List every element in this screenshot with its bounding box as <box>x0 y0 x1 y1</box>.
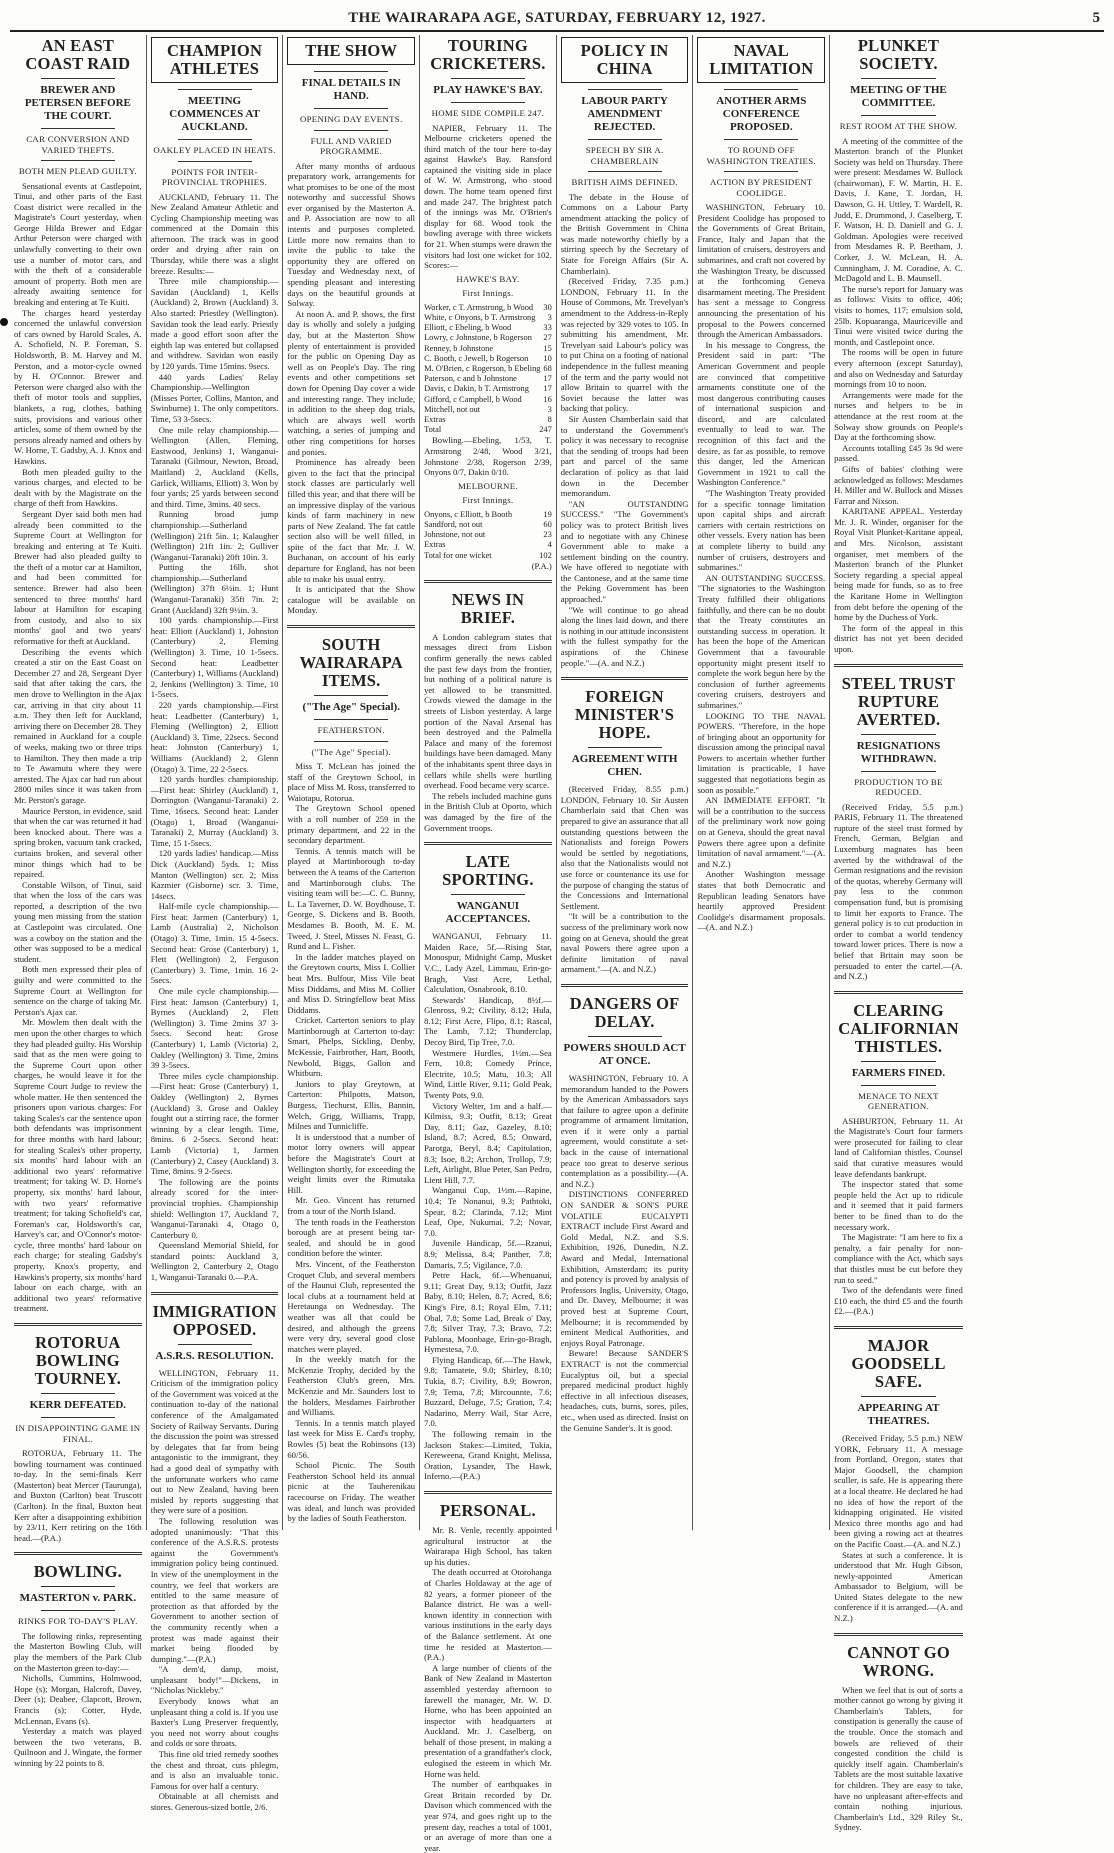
scorecard-row <box>424 344 552 354</box>
article-headline: NEWS IN BRIEF. <box>451 589 525 627</box>
scorecard-row <box>424 551 552 561</box>
column-2 <box>147 35 284 1812</box>
article-headline: MAJOR GOODSELL SAFE. <box>851 1335 946 1391</box>
batsman: Johnstone, not out <box>424 530 486 540</box>
article-paragraph: In the ladder matches played on the Greytown courts, Miss I. Collier beat Mrs. Bulfour, Miss Vile beat Miss Diddams, and Miss M. Collier and Miss D. Stringfellow beat Miss Diddams. <box>287 951 416 1015</box>
subhead-rule <box>41 1393 115 1394</box>
batsman: M. O'Brien, c Rogerson, b Ebeling <box>424 364 541 374</box>
article-paragraph: The debate in the House of Commons on a Labour Party amendment attacking the policy of the British Government in China was made noteworthy chiefly by a stirring speech by the Secretary of State for Foreign Affairs (Sir A. Chamberlain). <box>560 191 689 276</box>
section-divider <box>14 1552 142 1555</box>
article-paragraph: Juvenile Handicap, 5f.—Rzanui, 8.9; Melissa, 8.4; Panther, 7.8; Damaris, 7.5; Vigilance, 7.0. <box>424 1238 552 1270</box>
article-paragraph: Cricket. Carterton seniors to play Martinborough at Carterton to-day: Smart, Phelps, Sickling, Denby, McKessie, Fairbrother, Hart, Booth, Newbold, Biggs, Gallon and Whitburn. <box>287 1015 416 1079</box>
article-headline: LATE SPORTING. <box>442 852 534 890</box>
article-paragraph: KARITANE APPEAL. Yesterday Mr. J. R. Winder, organiser for the Royal Visit Plunket-Karitane appeal, and Mrs. Nicolson, assistant organiser, met members of the Masterton branch of the Plunket Society regarding a special appeal being made for funds, so as to free the Karitane Home in Wellington from debt before the opening of the home by the Duchess of York. <box>834 506 963 623</box>
scorecard-title: MELBOURNE. <box>457 480 518 491</box>
article <box>424 842 552 1482</box>
article-paragraph: "A dem'd, damp, moist, unpleasant body!"—Dickens, in "Nicholas Nickleby." <box>150 1664 279 1696</box>
article-paragraph: After many months of arduous preparatory work, arrangements for what promises to be one of the most noteworthy and successful Shows ever organised by the Masterton A. and P. Association are now to all intents and purposes completed. Little more now remains than to invite the public to take the opportunity they are offered on Tuesday and Wednesday next, of spending pleasant and interesting days on the beautiful grounds at Solway. <box>287 160 416 309</box>
headline-box <box>697 37 825 83</box>
article-paragraph: ROTORUA, February 11. The bowling tournament was continued to-day. In the semi-finals Kerr (Masterton) beat Mercer (Taurunga), and Buxton (Carlton) beat Truscott (Carlton). In the final, Buxton beat Kerr after a disappointing exhibition by 23/11, Kerr retiring on the 16th head.—(P.A.) <box>14 1448 142 1543</box>
article-subhead: CAR CONVERSION AND VARIED THEFTS. <box>26 134 130 155</box>
article-headline: IMMIGRATION OPPOSED. <box>152 1301 277 1339</box>
batsman: Worker, c T. Armstrong, b Wood <box>424 302 534 312</box>
article-paragraph: A meeting of the committee of the Masterton branch of the Plunket Society was held on Thursday. There were present: Mesdames W. Bullock (chairwoman), F. W. Martin, H. E. Davis, J. Kane, T. Jordan, H. Dawson, G. H. Uttley, T. Wardell, R. Judd, E. Drummond, J. Caselberg, T. F. Watson, H. D. Daniell and G. J. Goldman. Apologies were received from Mesdames R. P. Beetham, J. Corker, J. W. McLean, H. A. Cunningham, J. M. Coradine, A. C. McDagold and L. B. Maunsell. <box>834 135 963 284</box>
article-paragraph: Mr. Geo. Vincent has returned from a tour of the North Island. <box>287 1195 416 1216</box>
article-subhead: MENACE TO NEXT GENERATION. <box>858 1090 939 1112</box>
scorecard-row <box>424 405 552 415</box>
subhead-rule <box>41 78 115 79</box>
article-subhead: AGREEMENT WITH CHEN. <box>571 753 678 779</box>
article-paragraph: WANGANUI, February 11. Maiden Race, 5f.—Rising Star, Monospur, Midnight Camp, Musket V.C., Lady Azel, Limmau, Erin-go-Bragh, Vast Acre, Lethal, Calculation, Osnabrook, 8.10. <box>424 931 552 995</box>
article-paragraph: In his message to Congress, the President said in part: "The American Government and people are convinced that competitive armaments constitute one of the most dangerous contributing causes of international suspicion and discord, and are calculated eventually to lead to war. The recognition of this fact and the desire, as far as possible, to remove this danger, led the American Government in 1921 to call the Washington Conference." <box>697 339 826 488</box>
scorecard-row <box>424 520 552 530</box>
runs: 247 <box>539 425 552 435</box>
article-headline: TOURING CRICKETERS. <box>430 36 546 73</box>
article-paragraph: This fine old tried remedy soothes the chest and throat, cuts phlegm, and is also an invaluable tonic. Famous for over half a century. <box>150 1749 279 1791</box>
article-subhead: OAKLEY PLACED IN HEATS. <box>153 145 276 155</box>
article-paragraph: Accounts totalling £45 3s 9d were passed. <box>834 442 963 464</box>
article-paragraph: Juniors to play Greytown, at Carterton: Philpotts, Matson, Burgess, Tiechurst, Ellis, Bannin, Welch, Grigg, Williams, Trapp, Milnes and Tunnicliffe. <box>287 1078 416 1132</box>
subhead-rule <box>861 78 936 79</box>
article-paragraph: The rebels included machine guns in the British Club at Oporto, which was damaged by the fire of the Government troops. <box>424 790 552 833</box>
column-7 <box>830 35 967 1833</box>
article-paragraph: AN OUTSTANDING SUCCESS. "The signatories to the Washington Treaty fulfilled their obligations faithfully, and there can be no doubt that the Treaty constitutes an outstanding success in operation. It has been the hope of the American Government that a favourable opportunity might present itself to complete the work begun here by the conclusion of further agreements covering cruisers, destroyers and submarines." <box>697 572 826 710</box>
article-subhead: RINKS FOR TO-DAY'S PLAY. <box>18 1616 138 1627</box>
section-divider <box>834 1633 963 1636</box>
article-paragraph: It is understood that a number of motor lorry owners will appear before the Magistrate's Court at Wellington shortly, for exceeding the weight limits over the Rimutaka Hill. <box>287 1131 416 1195</box>
batsman: White, c Onyons, b T. Armstrong <box>424 313 536 323</box>
article-paragraph: The tenth roads in the Featherston borough are at present being tar-sealed, and should be in good condition before the winter. <box>287 1216 416 1259</box>
batsman: C. Booth, c Jewell, b Rogerson <box>424 353 529 363</box>
article-paragraph: WASHINGTON, February 10. A memorandum handed to the Powers by the American Ambassadors says that failure to agree upon a definite programme of armament limitation, even if it were only a partial agreement, would constitute a set-back in the cause of international peace too great to deserve serious contemplation as a possibility.—(A. and N.Z.) <box>560 1072 689 1189</box>
column-4 <box>420 35 557 1853</box>
article-headline: CLEARING CALIFORNIAN THISTLES. <box>838 1000 959 1056</box>
article-subhead: FARMERS FINED. <box>851 1066 946 1079</box>
article-subhead: PRODUCTION TO BE REDUCED. <box>854 776 943 798</box>
headline-box <box>287 37 415 65</box>
article-paragraph: Victory Welter, 1m and a half.—Kilmiss, 9.3; Outfit, 8.13; Great Day, 8.11; Gaz, Gazeley, 8.10; Island, 8.7; Acred, 8.5; Onward, Parotga, Beryl, 8.4; Capitulation, 8.3; Isoe, 8.2; Archon, Trollop, 7.9; Left, Airlight, Blue Peter, San Pedro, Lient Hill, 7.7. <box>424 1100 552 1185</box>
scorecard-row <box>424 374 552 384</box>
article-paragraph: The death occurred at Otorohanga of Charles Holdaway at the age of 82 years, a former pioneer of the Balance district. He was a well-known identity in connection with various institutions in the early days of the Balance settlement. At one time he resided at Masterton.—(P.A.) <box>424 1567 552 1663</box>
article <box>424 580 552 833</box>
subhead-rule <box>451 102 525 103</box>
headline-box <box>561 37 689 83</box>
article-subhead: A.S.R.S. RESOLUTION. <box>155 1349 274 1362</box>
batsman: Davis, c Dakin, b T. Armstrong <box>424 384 529 394</box>
article-paragraph: "The Washington Treaty provided for a specific tonnage limitation upon capital ships and aircraft carriers with certain restrictions on other vessels. Every nation has been at complete liberty to build any number of cruisers, destroyers and submarines." <box>697 488 826 573</box>
subhead-rule <box>588 747 662 748</box>
article-paragraph: 220 yards championship.—First heat: Leadbetter (Canterbury) 1, Fleming (Wellington) 2, Elliott (Auckland) 3. Time, 22secs. Second heat: Johnston (Canterbury) 1, Williams (Auckland) 2, Glenn (Otago) 3. Time, 22 2-5secs. <box>150 700 279 774</box>
article-headline: FOREIGN MINISTER'S HOPE. <box>574 687 675 743</box>
article-paragraph: "AN OUTSTANDING SUCCESS." "The Government's policy was to protect British lives and to negotiate with any Chinese Government able to make a settlement binding on the country. We have offered to negotiate with the Cantonese, and at the same time the Peking Government has been approached." <box>560 498 689 605</box>
article <box>834 664 963 982</box>
article <box>834 991 963 1317</box>
article-paragraph: The charges heard yesterday concerned the unlawful conversion of cars owned by Harold Scales, A. A. Schofield, N. P. Foreman, S. Holdsworth, B. M. Harvey and M. Perston, and a motor-cycle owned by H. O'Connor. Brewer and Peterson were charged also with the theft of motor tools and supplies, blankets, a rug, clothes, bathing suits, provisions and various other articles, some of them owned by the persons already named and others by W. Horne, T. Gadsby, A. J. Knox and Hawkins. <box>14 307 142 466</box>
article-paragraph: 120 yards ladies' handicap.—Miss Dick (Auckland) 5yds. 1; Miss Manton (Wellington) scr. 2; Miss Kazmier (Gisborne) scr. 3. Time, 14secs. <box>150 848 279 901</box>
article-subhead: BOTH MEN PLEAD GUILTY. <box>18 166 137 176</box>
section-divider <box>424 580 552 583</box>
article-paragraph: WASHINGTON, February 10. President Coolidge has proposed to the Governments of Great Britain, France, Italy and Japan that the limitation of cruisers, destroyers and submarines, and craft not covered by the Washington Treaty, be discussed at the forthcoming Geneva disarmament meeting. The President has sent a message to Congress announcing the presentation of his proposal to the Powers concerned through the American Ambassadors. <box>697 202 826 340</box>
article-paragraph: Mr. R. Venle, recently appointed agricultural instructor at the Wairarapa High School, has taken up his duties. <box>424 1525 552 1567</box>
subhead-rule <box>861 1085 936 1086</box>
subhead-rule <box>41 1417 115 1418</box>
article-paragraph: (Received Friday, 5.5 p.m.) PARIS, February 11. The threatened rupture of the steel trust formed by French, German, Belgian and Luxemburg magnates has been averted by the withdrawal of the German resignations and the revision of the quotas, whereby Germany will pay less to the common compensation fund, but is promising to limit her exports to France. The general policy is to cut production in order to combat a world tendency toward lower prices. There is now a belief that Britain may soon be persuaded to enter the cartel.—(A. and N.Z.) <box>834 801 963 982</box>
article-subhead: FULL AND VARIED PROGRAMME. <box>310 135 392 156</box>
ink-blot-mark <box>0 318 8 326</box>
article-subhead: BREWER AND PETERSEN BEFORE THE COURT. <box>24 84 131 122</box>
article-paragraph: Three miles cycle championship.—First heat: Grose (Canterbury) 1, Oakley (Wellington) 2, Byrnes (Auckland) 3. Grose and Oakley fought out a stirring race, the former winning by a clear length. Time, 8mins. 6 2-5secs. Second heat: Lamb (Victoria) 1, Jarmen (Canterbury) 2, Casey (Auckland) 3. Time, 8mins. 9 2-5secs. <box>150 1070 279 1177</box>
subhead-rule <box>314 71 388 72</box>
article-paragraph: Sir Austen Chamberlain said that to understand the Government's policy it was necessary to recognise that the sending of troops had been part and parcel of the same declaration of policy as that laid down in the December memorandum. <box>560 413 689 499</box>
article-paragraph: Another Washington message states that both Democratic and Republican leading Senators have heartily approved President Coolidge's disarmament proposals.—(A. and N.Z.) <box>697 869 826 933</box>
subhead-rule <box>314 719 388 720</box>
article-paragraph: The number of earthquakes in Great Britain recorded by Dr. Davison which commenced with the year 974, and goes right up to the present day, reaches a total of 1001, or an average of more than one a year. <box>424 1779 552 1853</box>
article-headline: CHAMPION ATHLETES <box>166 41 263 78</box>
article-paragraph: Gifts of babies' clothing were acknowledged as follows: Mesdames H. Miller and W. Bullock and Misses Farrar and Nixson. <box>834 463 963 506</box>
article-subhead: FINAL DETAILS IN HAND. <box>301 77 401 102</box>
article-headline: BOWLING. <box>33 1562 122 1582</box>
article-paragraph: The following remain in the Jackson Stakes:—Limited, Tukia, Kereweena, Grand Knight, Melissa, Oration, Lysander, The Hawk, Inferno.—(P.A.) <box>424 1429 552 1482</box>
subhead-rule <box>588 1036 662 1037</box>
article-paragraph: Two of the defendants were fined £10 each, the third £5 and the fourth £2.—(P.A.) <box>834 1285 963 1317</box>
article-paragraph: Sensational events at Castlepoint, Tinui, and other parts of the East Coast district were recalled in the Magistrate's Court yesterday, when George Hilda Brewer and Edgar Arthur Peterson were charged with unlawfully converting to their own use a number of motor cars, and with the theft of a considerable amount of property. Both men are already awaiting sentence for breaking and entering at Te Kuiti. <box>14 180 142 308</box>
section-divider <box>424 842 552 845</box>
runs: 23 <box>543 530 552 540</box>
article-paragraph: (Received Friday, 8.55 p.m.) LONDON, February 10. Sir Austen Chamberlain said that Chen was prepared to give an assurance that all outstanding questions between the Nationalists and foreign Powers would be settled by negotiations, also that the Nationalists would not use force or countenance its use for the purpose of changing the status of the Concessions and International Settlement. <box>560 784 689 911</box>
section-divider <box>561 984 689 987</box>
scorecard-row <box>424 303 552 313</box>
article-credit: (P.A.) <box>531 560 552 571</box>
article-subhead: ACTION BY PRESIDENT COOLIDGE. <box>709 177 813 198</box>
runs: 17 <box>543 374 552 384</box>
article-paragraph: Miss T. McLean has joined the staff of the Greytown School, in place of Miss M. Ross, transferred to Waiotapu, Rotorua. <box>287 761 416 803</box>
article-headline: NAVAL LIMITATION <box>709 41 814 78</box>
article-paragraph: DISTINCTIONS CONFERRED ON SANDER & SON'S PURE VOLATILE EUCALYPTI EXTRACT include First Award and Gold Medal, N.Z. and S.S. Exhibition, 1926, Dunedin, N.Z. Award and Medal, International Exhibition, Amsterdam; its purity and potency is proved by analysis of Professors Inglis, University, Otago, and Dr. Davey, Melbourne; it was proved best at Supreme Court, Melbourne; it is recommended by eminent Medical Authorities, and enjoys Royal Patronage. <box>560 1189 689 1348</box>
article-paragraph: A large number of clients of the Bank of New Zealand in Masterton assembled yesterday afternoon to farewell the manager, Mr. W. D. Horne, who has been appointed an inspector with headquarters at Auckland. Mr. J. Caselberg, on behalf of those present, in making a presentation of a grandfather's clock, eulogised the esteem in which Mr. Horne was held. <box>424 1662 552 1779</box>
article-paragraph: Maurice Perston, in evidence, said that when the car was returned it had been knocked about. There was a spring broken, vacuum tank cracked, curtains broken, and several other minor things which had to be repaired. <box>14 805 142 880</box>
subhead-rule <box>451 78 525 79</box>
article-subhead: PLAY HAWKE'S BAY. <box>433 84 543 96</box>
article-paragraph: Tennis. In a tennis match played last week for Miss E. Card's trophy, Rowles (5) beat the Robinsons (13) 60/56. <box>287 1417 416 1460</box>
batsman: Renney, b Johnstone <box>424 343 494 353</box>
article <box>561 37 689 668</box>
article <box>561 677 689 975</box>
article-subhead: RESIGNATIONS WITHDRAWN. <box>856 739 941 765</box>
runs: 102 <box>539 550 552 560</box>
article-paragraph: 100 yards championship.—First heat: Elliott (Auckland) 1, Johnston (Canterbury) 2, Fleming (Wellington) 3. Time, 10 1-5secs. Second heat: Leadbetter (Canterbury) 1, Williams (Auckland) 2, Jenkins (Wellington) 3. Time, 10 1-5secs. <box>150 615 279 700</box>
article-subhead: ("The Age" Special). <box>311 746 391 757</box>
subhead-rule <box>451 894 525 895</box>
subhead-rule <box>861 771 936 772</box>
section-divider <box>14 1323 142 1326</box>
article-paragraph: The rooms will be open in future every afternoon (except Saturday), and also on Wednesday and Saturday mornings from 10 to noon. <box>834 347 963 390</box>
runs: 15 <box>543 343 552 353</box>
article-paragraph: Queensland Memorial Shield, for standard points: Auckland 3, Wellington 2, Canterbury 2, Otago 1, Wanganui-Taranaki 0.—P.A. <box>150 1240 279 1283</box>
article-paragraph: Beware! Because SANDER'S EXTRACT is not the commercial Eucalyptus oil, but a special prepared medicinal product highly effective in all infectious diseases, headaches, cuts, burns, sores, piles, etc., when used as directed. Insist on the Genuine Sander's. It is good. <box>560 1348 689 1433</box>
article-headline: STEEL TRUST RUPTURE AVERTED. <box>841 673 956 729</box>
section-divider <box>151 1292 279 1295</box>
article-paragraph: Yesterday a match was played between the two veterans, B. Quilnoon and J. Wingate, the former winning by 22 points to 8. <box>14 1726 142 1768</box>
article <box>287 37 415 616</box>
subhead-rule <box>724 171 798 172</box>
subhead-rule <box>178 139 252 140</box>
subhead-rule <box>724 139 798 140</box>
subhead-rule <box>178 161 252 162</box>
scorecard-subtitle: First Innings. <box>462 495 514 506</box>
article-paragraph: The following are the points already scored for the inter-provincial trophies. Championship shield: Wellington 17, Auckland 7, Wanganui-Taranaki 4, Otago 0, Canterbury 0. <box>150 1176 279 1240</box>
article-paragraph: School Picnic. The South Featherston School held its annual picnic at the Tauherenikau racecourse on Friday. The weather was ideal, and lunch was provided by the ladies of South Featherston. <box>287 1460 416 1524</box>
article-headline: AN EAST COAST RAID <box>25 36 131 73</box>
batsman: Total for one wicket <box>424 550 492 560</box>
article <box>424 1491 552 1853</box>
article-subhead: HOME SIDE COMPILE 247. <box>431 108 545 118</box>
column-6 <box>693 35 830 1530</box>
article-paragraph: WELLINGTON, February 11. Criticism of the immigration policy of the Government was voiced at the continuation to-day of the national conference of the Amalgamated Society of Railway Servants. During the discussion the point was stressed by delegates that far from being antagonistic to the immigrant, they had a good deal of sympathy with the unfortunate workers who came out to New Zealand, having been misled by reports suggesting that they were sure of a position. <box>150 1367 279 1516</box>
article-paragraph: Constable Wilson, of Tinui, said that when the loss of the cars was reported, a description of the two young men missing from the station at Castlepoint was circulated. One was a cowboy on the station and the other was supposed to be a medical student. <box>14 879 142 964</box>
article <box>424 37 552 571</box>
article-paragraph: States at such a conference. It is understood that Mr. Hugh Gibson, newly-appointed American Ambassador to Belgium, will be United States delegate to the new conference if it is arranged.—(A. and N.Z.) <box>834 1549 963 1624</box>
article <box>14 1552 142 1768</box>
article <box>834 1326 963 1624</box>
batsman: Extras <box>424 540 446 550</box>
batsman: Onyons, c Elliott, b Booth <box>424 509 512 519</box>
article-subhead: POWERS SHOULD ACT AT ONCE. <box>563 1041 686 1067</box>
article-paragraph: "It will be a contribution to the success of the preliminary work now going on at Geneva, should the great naval Powers there agree upon a definite limitation of naval armament."—(A. and N.Z.) <box>560 911 689 975</box>
subhead-rule <box>588 139 662 140</box>
column-3 <box>283 35 420 1530</box>
runs: 27 <box>543 333 552 343</box>
article-subhead: FEATHERSTON. <box>317 725 385 736</box>
section-divider <box>561 677 689 680</box>
article-subhead: REST ROOM AT THE SHOW. <box>839 121 958 131</box>
article-subhead: ("The Age" Special). <box>302 701 400 714</box>
scorecard-row <box>424 510 552 520</box>
subhead-rule <box>724 89 798 90</box>
article-paragraph: At noon A. and P. shows, the first day is wholly and solely a judging day, but at the Masterton Show plenty of entertainment is provided for the public on Opening Day as well as on People's Day. The ring events and other competitions set down for Opening Day cover a wide and interesting range. They include, in addition to the sheep dog trials, which are always well worth watching, a series of jumping and other ring competitions for horses and ponies. <box>287 308 416 457</box>
article-paragraph: When we feel that is out of sorts a mother cannot go wrong by giving it Chamberlain's Tablets, for constipation is generally the cause of the trouble. Once the stomach and bowels are relieved of their congested condition the child is quickly itself again. Chamberlain's Tablets are the most suitable laxative for children. They are easy to take, have no unpleasant after-effects and contain nothing injurious. Chamberlain's Ltd., 329 Riley St., Sydney. <box>834 1684 963 1833</box>
article-paragraph: "We will continue to go ahead along the lines laid down, and there is nothing in our attitude inconsistent with the fullest sympathy for the aspirations of the Chinese people."—(A. and N.Z.) <box>560 604 689 668</box>
article-paragraph: The form of the appeal in this district has not yet been decided upon. <box>834 622 963 654</box>
article-subhead: KERR DEFEATED. <box>29 1399 127 1412</box>
article-subhead: SPEECH BY SIR A. CHAMBERLAIN <box>585 145 664 166</box>
article-subhead: APPEARING AT THEATRES. <box>857 1401 940 1427</box>
batsman: Paterson, c and b Johnstone <box>424 374 517 384</box>
article-headline: PERSONAL. <box>440 1501 536 1520</box>
article-paragraph: Mrs. Vincent, of the Featherston Croquet Club, and several members of the Haunui Club, represented the local clubs at a tournament held at Heretaunga on Wednesday. The weather was all that could be desired, and although the greens were very dry, several good close matches were played. <box>287 1258 416 1354</box>
section-divider <box>834 664 963 667</box>
article-subhead: MASTERTON v. PARK. <box>19 1592 137 1605</box>
article <box>697 37 825 933</box>
article-paragraph: The inspector stated that some people held the Act up to ridicule and it seemed that it paid farmers better to be fined than to do the necessary work. <box>834 1179 963 1232</box>
section-divider <box>834 1326 963 1329</box>
batsman: Mitchell, not out <box>424 404 481 414</box>
subhead-rule <box>314 130 388 131</box>
article-paragraph: Tennis. A tennis match will be played at Martinborough to-day between the A teams of the Carterton and Martinborough clubs. The visiting team will be:—C. C. Bunny, L. La Taverner, D. W. Boydhouse, T. George, S. Dickens and B. Booth. Mesdames B. Booth, M. E. M. Tweed, J. Steel, Misses N. Feast, G. Rund and L. Fisher. <box>287 845 416 952</box>
article-headline: POLICY IN CHINA <box>580 41 669 78</box>
article-subhead: MEETING COMMENCES AT AUCKLAND. <box>169 95 260 133</box>
runs: 3 <box>547 313 552 323</box>
article-paragraph: Wanganui Cup, 1½m.—Rapine, 10.4; Te Nonanui, 9.3; Pathtoki, Spear, 8.2; Clarinda, 7.12; Mint Leaf, Ope, Nukumai, 7.2; Novar, 7.0. <box>424 1185 552 1238</box>
scorecard-row <box>424 323 552 333</box>
scorecard-row <box>424 425 552 435</box>
article-paragraph: Prominence has already been given to the fact that the principal stock classes are particularly well filled this year, and that there will be an impressive display of the various kinds of farm machinery in new parts of New Zealand. The fat cattle section also will be well filled, in spite of the fact that Mr. J. W. Buchanan, on account of his early departure for England, has not been able to make his usual entry. <box>287 457 416 584</box>
article-paragraph: Flying Handicap, 6f.—The Hawk, 9.8; Tamatete, 9.0; Shirley, 8.10; Tukia, 8.7; Civility, 8.9; Bowron, 7.9; Tema, 7.8; Mircounnte, 7.6; Buzzard, Deluge, 7.5; Gration, 7.4; Nadarino, Merry Wail, Star Acre, 7.0. <box>424 1354 552 1429</box>
article-paragraph: Sergeant Dyer said both men had already been committed to the Supreme Court at Wellington for breaking and entering at Te Kuiti. Brewer had also pleaded guilty to the theft of a motor car at Hamilton, and had been committed for sentence. Brewer had also been sentenced to three months' hard labour at Hamilton for escaping from custody, and also to six months' gaol and two years' reformative for theft at Auckland. <box>14 508 142 647</box>
article-paragraph: 440 yards Ladies' Relay Championship.—Wellington (Misses Porter, Collins, Manton, and Swinburne) 1. The only competitors. Time, 53 3-5secs. <box>150 371 279 424</box>
columns-container <box>10 35 1104 1853</box>
article-paragraph: The Greytown School opened with a roll number of 259 in the primary department, and 22 in the secondary department. <box>287 803 416 846</box>
scorecard-row <box>424 530 552 540</box>
scorecard-row <box>424 333 552 343</box>
batsman: Elliott, c Ebeling, b Wood <box>424 323 512 333</box>
runs: 3 <box>547 404 552 414</box>
article-paragraph: Describing the events which created a stir on the East Coast on December 27 and 28, Sergeant Dyer said that after taking the cars, the men drove to Wellington in the Ajax car, arriving in that city about 11 a.m. They then left for Auckland, arriving there on December 28. They remained in Auckland for a couple of weeks, making two or three trips to Hamilton. They then made a trip to Te Awamutu where they were arrested. The Ajax car had run about 2800 miles since it was taken from Mr. Perston's garage. <box>14 646 142 805</box>
article-paragraph: Westmere Hurdles, 1½m.—Sea Fern, 10.8; Comedy Prince, Electrite, 10.5; Matu, 10.3; All Wind, Little River, 9.11; Gold Peak, Twenty Pots, 9.0. <box>424 1047 552 1101</box>
subhead-rule <box>41 128 115 129</box>
article-paragraph: (Received Friday, 7.35 p.m.) LONDON, February 11. In the House of Commons, Mr. Trevelyan's amendment to the Address-in-Reply was rejected by 329 votes to 105. In submitting his amendment, Mr. Trevelyan said Labour's policy was to put China on a footing of national independence in the fullest meaning of the term and the party would not allow Britain to quarrel with the Soviet because the latter was backing that policy. <box>560 276 689 414</box>
batsman: Total <box>424 425 442 435</box>
subhead-rule <box>588 171 662 172</box>
batsman: Extras <box>424 415 446 425</box>
article-paragraph: NAPIER, February 11. The Melbourne cricketers opened the third match of the tour here to-day against Hawke's Bay. Ransford captained the visiting side in place of W. W. Armstrong, who stood down. The home team opened first and made 247. The brightest patch of the innings was Mr. O'Brien's display for 68. Wood took the bowling average with three wickets for 21. When stumps were drawn the visitors had lost one wicket for 102. Scores:— <box>424 122 552 271</box>
scorecard-row <box>424 415 552 425</box>
article <box>287 625 415 1524</box>
article <box>14 37 142 1314</box>
subhead-rule <box>314 695 388 696</box>
article-subhead: TO ROUND OFF WASHINGTON TREATIES. <box>706 145 816 166</box>
article-subhead: MEETING OF THE COMMITTEE. <box>850 84 947 109</box>
article-subhead: POINTS FOR INTER-PROVINCIAL TROPHIES. <box>161 166 268 187</box>
article-paragraph: Petre Hack, 6f.—Whenuanui, 9.11; Great Day, 9.13; Outfit, Jazz Baby, 8.10; Helen, 8.7; Acred, 8.6; King's Fire, 8.1; Royal Elm, 7.11; Obal, 7.8; Some Lad, Break o' Day, 7.8; Silver Tray, 7.3; Bravo, 7.2; Pablona, Moonbage, Erin-go-Bragh, Hymestesa, 7.0. <box>424 1270 552 1355</box>
subhead-rule <box>861 1061 936 1062</box>
article-paragraph: Mr. Mowlem then dealt with the men upon the other charges to which they had pleaded guilty. His Worship said that as the men were going to the Supreme Court upon other charges, he would leave it for the Supreme Court Judge to review the whole matter. He then sentenced the prisoners upon various charges: For taking Scales's car the sentence upon both defendants was imprisonment for three months with hard labour; for stealing Scales's other property, six months' hard labour with an additional two years' reformative treatment; for taking W. D. Horne's property, six months' hard labour, with two years' reformative treatment; for taking Schofield's car, Foreman's car, Holdsworth's car, Harvey's car, and O'Connor's motor-cycle, three months' hard labour on each charge; for stealing Gadsby's property, Knox's property, and Hawkins's property, six months' hard labour on each charge, with an additional two years' reformative treatment. <box>14 1017 142 1314</box>
article-paragraph: AN IMMEDIATE EFFORT. "It will be a contribution to the success of the preliminary work now going on at Geneva, should the great naval Powers there agree upon a definite limitation of naval armament."—(A. and N.Z.) <box>697 795 826 869</box>
batsman: Sandford, not out <box>424 520 483 530</box>
runs: 60 <box>543 520 552 530</box>
article-paragraph: The following resolution was adopted unanimously: "That this conference of the A.S.R.S. protests against the Government's immigration policy being continued. In view of the unemployment in the country, we feel that workers are entitled to the same measure of protection as that afforded by the Government to another section of the community recently when a protest was made against their market being flooded by dumping."—(P.A.) <box>150 1515 279 1664</box>
article-paragraph: Arrangements were made for the nurses and helpers to be in attendance at the rest room at the Solway show grounds on People's Day at the forthcoming show. <box>834 389 963 443</box>
subhead-rule <box>178 89 252 90</box>
scorecard-row <box>424 364 552 374</box>
article-subhead: WANGANUI ACCEPTANCES. <box>445 900 531 926</box>
runs: 68 <box>543 364 552 374</box>
article <box>14 1323 142 1543</box>
article-paragraph: The Magistrate: "I am here to fix a penalty, a fair penalty for non-compliance with the Act, which says that thistles must be cut before they run to seed." <box>834 1232 963 1285</box>
article-paragraph: The nurse's report for January was as follows: Visits to office, 406; visits to homes, 117; emulsion sold, 25lb. Kopuaranga, Mauriceville and Tinui were visited twice during the month, and Castlepoint once. <box>834 283 963 347</box>
article-paragraph: Running broad jump championship.—Sutherland (Wellington) 21ft 5in. 1; Kalaugher (Wellington) 21ft 1in. 2; Gulliver (Wanganui-Taranaki) 20ft 10in. 3. <box>150 509 279 562</box>
article-paragraph: It is anticipated that the Show catalogue will be available on Monday. <box>287 584 416 616</box>
article-paragraph: LOOKING TO THE NAVAL POWERS. "Therefore, in the hope of bringing about an opportunity for discussion among the principal naval Powers to ascertain whether further limitation is practicable, I have suggested that negotiations begin as soon as possible." <box>697 710 826 795</box>
article-headline: ROTORUA BOWLING TOURNEY. <box>34 1333 122 1389</box>
article-paragraph: (Received Friday, 5.5 p.m.) NEW YORK, February 11. A message from Portland, Oregon, states that Major Goodsell, the champion sculler, is safe. He is appearing there at a local theatre. He declared he had no idea of how the report of the kidnapping originated. He visited Mexico three months ago and had been giving a rowing act at theatres on the Pacific Coast.—(A. and N.Z.) <box>834 1432 963 1549</box>
runs: 4 <box>547 540 552 550</box>
article <box>151 37 279 1283</box>
masthead <box>10 6 1104 32</box>
scorecard-row <box>424 395 552 405</box>
batsman: Lowry, c Johnstone, b Rogerson <box>424 333 532 343</box>
section-divider <box>287 625 415 628</box>
scorecard-row <box>424 540 552 550</box>
runs: 19 <box>543 509 552 519</box>
subhead-rule <box>41 1586 115 1587</box>
article-headline: THE SHOW <box>305 41 398 60</box>
page-number: 5 <box>1092 10 1100 26</box>
article-paragraph: One mile cycle championship.—First heat: Jamson (Canterbury) 1, Byrnes (Auckland) 2, Flett (Wellington) 3. Time 2mins 37 3-5secs. Second heat: Grose (Canterbury) 1, Lamb (Victoria) 2, Oakley (Wellington) 3. Time, 2mins 39 3-5secs. <box>150 986 279 1071</box>
article-headline: DANGERS OF DELAY. <box>569 993 680 1031</box>
column-5 <box>557 35 694 1530</box>
article-subhead: BRITISH AIMS DEFINED. <box>571 177 678 187</box>
article-paragraph: Everybody knows what an unpleasant thing a cold is. If you use Baxter's Lung Preserver frequently, you need not worry about coughs and colds or sore throats. <box>150 1696 279 1749</box>
article-paragraph: In the weekly match for the McKenzie Trophy, decided by the Featherston Club's green, Mrs. McKenzie and Mr. Saunders lost to the holders, Mesdames Fairbrother and Williams. <box>287 1354 416 1418</box>
subhead-rule <box>861 734 936 735</box>
article-paragraph: Three mile championship.—Savidan (Auckland) 1, Kells (Auckland) 2, Brown (Auckland) 3. Also started: Priestley (Wellington). Savidan took the lead early. Priestly made a good effort soon after the eighth lap was entered but collapsed and withdrew. Savidan won easily by 120 yards. Time 15mins. 9secs. <box>150 276 279 371</box>
article-paragraph: Half-mile cycle championship.—First heat: Jarmen (Canterbury) 1, Lamb (Australia) 2, Nicholson (Otago) 3. Time, 1min. 15 4-5secs. Second heat: Grose (Canterbury) 1, Flett (Wellington) 2, Ferguson (Canterbury) 3. Time, 1min. 16 2-5secs. <box>150 901 279 986</box>
scorecard-row <box>424 354 552 364</box>
article-headline: SOUTH WAIRARAPA ITEMS. <box>299 635 403 691</box>
article-paragraph: Obtainable at all chemists and stores. Generous-sized bottle, 2/6. <box>150 1791 279 1812</box>
subhead-rule <box>41 1610 115 1611</box>
subhead-rule <box>588 89 662 90</box>
article-subhead: ANOTHER ARMS CONFERENCE PROPOSED. <box>716 95 807 133</box>
article-headline: CANNOT GO WRONG. <box>847 1642 950 1680</box>
article-headline: PLUNKET SOCIETY. <box>857 36 940 73</box>
article <box>151 1292 279 1813</box>
article <box>834 1633 963 1833</box>
subhead-rule <box>861 1396 936 1397</box>
article-paragraph: Nicholls, Cummins, Holmwood, Hope (s); Morgan, Halcroft, Davey, Deer (s); Deabee, Clapcott, Brown, Francis (s); Cotter, Hyde, McLennan, Evans (s). <box>14 1673 142 1726</box>
article-paragraph: 120 yards hurdles championship.—First heat: Shirley (Auckland) 1, Dorrington (Wanganui-Taranaki) 2. Time, 16secs. Second heat: Lander (Otago) 1, Broad (Wanganui-Taranaki) 2, Murray (Auckland) 3. Time, 15 1-5secs. <box>150 774 279 848</box>
article-paragraph: Both men pleaded guilty to the various charges, and elected to be dealt with by the Magistrate on the charge of theft from Hawkins. <box>14 466 142 509</box>
article-subhead: LABOUR PARTY AMENDMENT REJECTED. <box>581 95 668 133</box>
article-paragraph: A London cablegram states that messages direct from Lisbon confirm generally the news cabled the past few days from the frontier, but nothing of a political nature is yet allowed to be transmitted. Crowds viewed the damage in the streets of Lisbon yesterday. A large portion of the Naval Arsenal has been destroyed and the Palmella Palace and many of the foremost buildings have been damaged. Many of the inhabitants spent three days in cellars while shells were hurtling overhead. Food became very scarce. <box>424 631 552 791</box>
column-1 <box>10 35 147 1768</box>
article-paragraph: Putting the 16lb. shot championship.—Sutherland (Wellington) 37ft 6½in. 1; Hunt (Wanganui-Taranaki) 35ft 7in. 2; Grant (Auckland) 32ft 9½in. 3. <box>150 562 279 615</box>
runs: 10 <box>543 353 552 363</box>
runs: 8 <box>547 415 552 425</box>
scorecard-row <box>424 313 552 323</box>
section-divider <box>834 991 963 994</box>
article-paragraph: AUCKLAND, February 11. The New Zealand Amateur Athletic and Cycling Championship meeting was commenced at the Domain this afternoon. The track was in good order and drying after rain on Thursday, while there was a slight breeze. Results:— <box>150 191 279 276</box>
section-divider <box>424 1491 552 1494</box>
article-paragraph: One mile relay championship.—Wellington (Allen, Fleming, Eastwood, Jenkins) 1, Wanganui-Taranaki (Gilmour, Newton, Broad, Maitland) 2, Auckland (Kells, Garlick, Williams, Elliott) 3. Won by four yards; 25 yards between second and third. Time, 3mins. 40 secs. <box>150 424 279 509</box>
headline-box <box>151 37 279 83</box>
subhead-rule <box>178 1344 252 1345</box>
subhead-rule <box>861 115 936 116</box>
article-subhead: IN DISAPPOINTING GAME IN FINAL. <box>15 1423 141 1444</box>
runs: 33 <box>543 323 552 333</box>
runs: 16 <box>543 394 552 404</box>
article-paragraph: Stewards' Handicap, 8½f.—Glenross, 9.2; Civility, 8.12; Hula, 8.12; First Acre, Flipo, 8.1; Rascal, The Lamb, 7.12; Thunderclap, Decoy Bird, Tip Tree, 7.0. <box>424 994 552 1048</box>
subhead-rule <box>314 108 388 109</box>
article <box>834 37 963 655</box>
runs: 30 <box>543 302 552 312</box>
subhead-rule <box>41 160 115 161</box>
article-paragraph: Both men expressed their plea of guilty and were committed to the Supreme Court at Wellington for sentence on the charge of taking Mr. Perston's Ajax car. <box>14 964 142 1017</box>
article-paragraph: The following rinks, representing the Masterton Bowling Club, will play the members of the Park Club on the Masterton green to-day:— <box>14 1630 142 1673</box>
article <box>561 984 689 1433</box>
article-subhead: OPENING DAY EVENTS. <box>299 114 403 124</box>
scorecard-bowling: Bowling.—Ebeling, 1/53, T. Armstrong 2/48, Wood 3/21, Johnstone 2/38, Rogerson 2/39, Onyons 0/7, Dakin 0/10. <box>424 435 552 478</box>
runs: 17 <box>543 384 552 394</box>
subhead-rule <box>314 741 388 742</box>
masthead-title: THE WAIRARAPA AGE, SATURDAY, FEBRUARY 12, 1927. <box>348 10 766 26</box>
batsman: Gifford, c Campbell, b Wood <box>424 394 522 404</box>
scorecard-subtitle: First Innings. <box>462 288 514 299</box>
scorecard-title: HAWKE'S BAY. <box>456 273 520 284</box>
scorecard-row <box>424 384 552 394</box>
article-paragraph: ASHBURTON, February 11. At the Magistrate's Court four farmers were prosecuted for failing to clear land of Californian thistles. Counsel said that curative measures would leave defendants bankrupt. <box>834 1115 963 1179</box>
